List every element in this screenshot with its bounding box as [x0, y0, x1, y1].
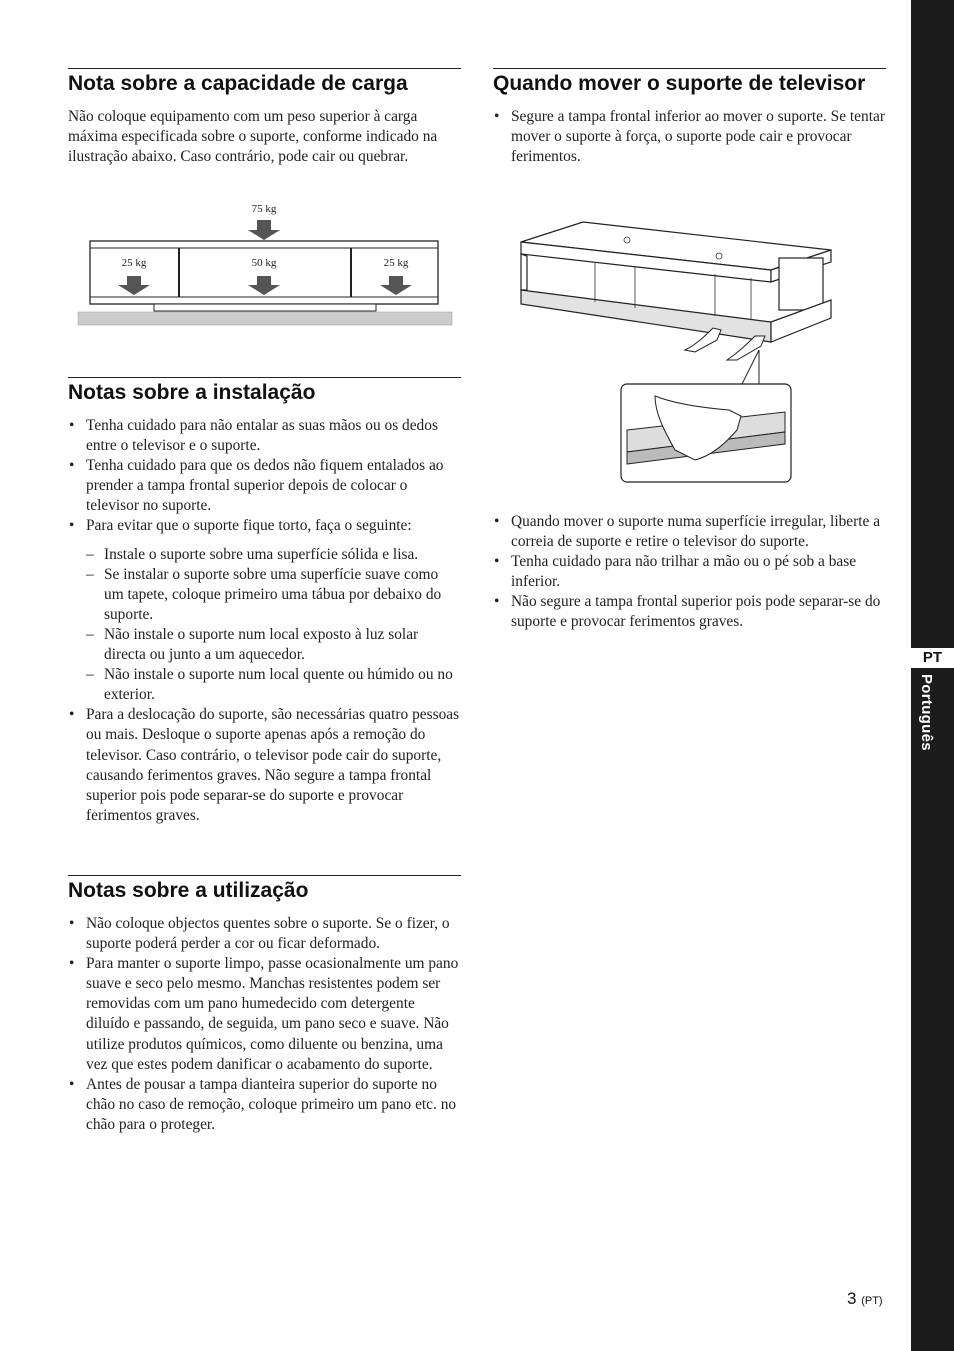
list-item: • Não coloque objectos quentes sobre o suporte. Se o fizer, o suporte poderá perder a cor ou ficar deformado.: [68, 914, 461, 954]
right-load-label: 25 kg: [383, 257, 409, 269]
list-item: • Tenha cuidado para que os dedos não fiquem entalados ao prender a tampa frontal superior depois de colocar o televisor no suporte.: [68, 456, 461, 516]
sub-list-item: – Não instale o suporte num local exposto à luz solar directa ou junto a um aquecedor.: [68, 625, 461, 665]
list-item: • Tenha cuidado para não entalar as suas mãos ou os dedos entre o televisor e o suporte.: [68, 416, 461, 456]
stand-front-cover: [521, 290, 771, 342]
moving-section: [493, 68, 886, 167]
list-item: • Para a deslocação do suporte, são necessárias quatro pessoas ou mais. Desloque o suporte apenas após a remoção do televisor. Caso contrário, o televisor pode cair do suporte, causando ferimentos graves. Não segure a tampa frontal superior pois pode separar-se do suporte e provocar ferimentos graves.: [68, 705, 461, 826]
page-number-suffix: (PT): [861, 1295, 883, 1307]
list-item: • Antes de pousar a tampa dianteira superior do suporte no chão no caso de remoção, coloque primeiro um pano etc. no chão para o proteger.: [68, 1075, 461, 1135]
moving-heading: Quando mover o suporte de televisor: [493, 68, 886, 97]
load-capacity-heading: Nota sobre a capacidade de carga: [68, 68, 461, 97]
center-load-label: 50 kg: [251, 257, 277, 269]
top-load-label: 75 kg: [251, 203, 277, 215]
list-item: • Segure a tampa frontal inferior ao mover o suporte. Se tentar mover o suporte à força, o suporte pode cair e provocar ferimentos.: [493, 107, 886, 167]
floor: [78, 312, 452, 325]
list-item: • Não segure a tampa frontal superior pois pode separar-se do suporte e provocar ferimentos graves.: [493, 592, 886, 632]
stand-moving-illustration: [515, 218, 835, 486]
sub-list-item: – Não instale o suporte num local quente ou húmido ou no exterior.: [68, 665, 461, 705]
load-capacity-body: Não coloque equipamento com um peso superior à carga máxima especificada sobre o suporte, conforme indicado na ilustração abaixo. Caso contrário, pode cair ou quebrar.: [68, 108, 438, 166]
usage-heading: Notas sobre a utilização: [68, 875, 461, 904]
load-capacity-figure: [76, 196, 456, 330]
left-load-label: 25 kg: [121, 257, 147, 269]
list-item: • Para manter o suporte limpo, passe ocasionalmente um pano suave e seco pelo mesmo. Manchas resistentes podem ser removidas com um pano humedecido com detergente diluído e passando, de seguida, um pano seco e suave. Não utilize produtos químicos, como diluente ou benzina, uma vez que estes podem danificar o acabamento do suporte.: [68, 954, 461, 1075]
sub-list-item: – Instale o suporte sobre uma superfície sólida e lisa.: [68, 545, 461, 565]
list-item: • Quando mover o suporte numa superfície irregular, liberte a correia de suporte e retire o televisor do suporte.: [493, 512, 886, 552]
sub-list-item: – Se instalar o suporte sobre uma superfície suave como um tapete, coloque primeiro uma tábua por debaixo do suporte.: [68, 565, 461, 625]
page-number: [847, 1289, 883, 1309]
list-item: • Tenha cuidado para não trilhar a mão ou o pé sob a base inferior.: [493, 552, 886, 592]
install-heading: Notas sobre a instalação: [68, 377, 461, 406]
list-item: • Para evitar que o suporte fique torto, faça o seguinte:: [68, 516, 467, 536]
language-name-label: Português: [918, 674, 935, 751]
usage-section: [68, 875, 461, 1135]
language-code-badge: PT: [911, 648, 954, 668]
moving-notes: [493, 512, 886, 633]
left-column: [68, 68, 461, 167]
page-number-value: 3: [847, 1289, 857, 1308]
install-section: [68, 377, 461, 826]
top-load-arrow: [248, 220, 280, 240]
